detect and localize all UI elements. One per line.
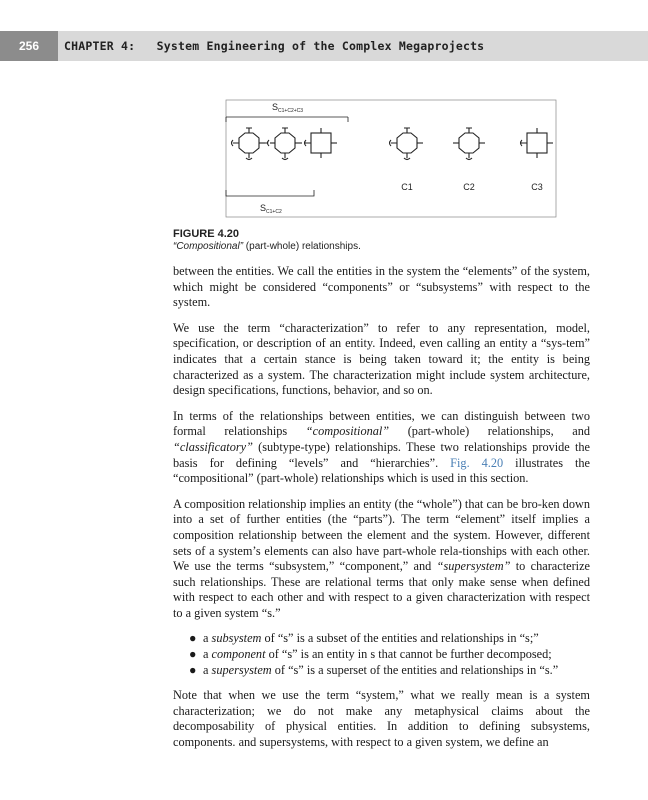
chapter-title: System Engineering of the Complex Megaprojects bbox=[156, 39, 485, 53]
p3-term-compositional: “compositional” bbox=[305, 424, 390, 439]
square-c3 bbox=[521, 128, 554, 158]
p3-text-d: illustrates the “compositional” (part-whole) relationships which is used in this section. bbox=[173, 455, 590, 486]
bullet-icon: ● bbox=[189, 647, 197, 662]
body-text bbox=[173, 264, 590, 761]
paragraph-3 bbox=[173, 409, 590, 487]
caption-rest: (part-whole) relationships. bbox=[243, 241, 361, 252]
bracket-bottom bbox=[226, 190, 314, 196]
definition-list bbox=[173, 631, 590, 678]
paragraph-4 bbox=[173, 497, 590, 622]
figure-frame bbox=[226, 100, 556, 217]
list-item bbox=[189, 631, 590, 647]
chapter-heading bbox=[64, 31, 484, 61]
page-number: 256 bbox=[0, 31, 58, 61]
octagon-c1 bbox=[390, 128, 424, 160]
p3-text-b: (part-whole) relationships, and bbox=[389, 424, 590, 439]
item-pre: a bbox=[203, 662, 212, 677]
label-c3: C3 bbox=[531, 182, 543, 192]
label-s-bottom: $S_{C1+C2}$ bbox=[260, 203, 282, 215]
figure-caption bbox=[173, 241, 361, 252]
p4-text-a: A composition relationship implies an entity (the “whole”) that can be bro-ken down into a set of further entities (the “parts”). The term “element” itself implies a composition relationship between the element and the system. However, different sets of a system’s elements can also have part-whole rela-tionships with each other. We use the terms “subsystem,” “component,” and bbox=[173, 496, 590, 574]
octagon-2 bbox=[270, 128, 302, 160]
chapter-label: CHAPTER 4: bbox=[64, 39, 136, 53]
octagon-1 bbox=[232, 128, 266, 160]
octagon-c2 bbox=[453, 128, 485, 160]
p3-text-c: (subtype-type) relationships. These two relationships provide the basis for defining “levels” and “hierarchies”. bbox=[173, 439, 590, 470]
list-item bbox=[189, 647, 590, 663]
p4-text-b: to characterize such relationships. These are relational terms that only make sense when defined with respect to each other and with respect to a given characterization with respect to a given system “s.” bbox=[173, 559, 591, 620]
composition-diagram bbox=[222, 98, 562, 220]
item-pre: a bbox=[203, 631, 212, 646]
caption-term: “Compositional” bbox=[173, 241, 244, 252]
bracket-top bbox=[226, 117, 348, 122]
item-term: component bbox=[211, 647, 266, 662]
square-1 bbox=[305, 128, 338, 158]
connector-1 bbox=[265, 140, 269, 146]
paragraph-5: Note that when we use the term “system,” what we really mean is a system characterization; we do not make any metaphysical claims about the decomposability of physical entities. In addition to defining subsystems, components. and supersystems, with respect to a given system, we define an bbox=[173, 688, 590, 750]
figure-title: FIGURE 4.20 bbox=[173, 228, 240, 240]
p4-term-supersystem: “supersystem” bbox=[436, 559, 511, 574]
item-post: of “s” is a superset of the entities and relationships in “s.” bbox=[271, 662, 559, 677]
bullet-icon: ● bbox=[189, 631, 197, 646]
p3-text-a: In terms of the relationships between entities, we can distinguish between two formal relationships bbox=[173, 408, 590, 439]
item-post: of “s” is a subset of the entities and relationships in “s;” bbox=[261, 631, 539, 646]
label-c1: C1 bbox=[401, 182, 413, 192]
running-header bbox=[0, 31, 648, 61]
item-post: of “s” is an entity in s that cannot be further decomposed; bbox=[265, 647, 552, 662]
paragraph-1: between the entities. We call the entities in the system the “elements” of the system, which might be considered “components” or “subsystems” with respect to the system. bbox=[173, 264, 590, 310]
paragraph-2: We use the term “characterization” to refer to any representation, model, specification, or description of an entity. Indeed, even calling an entity a “sys-tem” indicates that a certain stance is being taken toward it; the entity is being characterized as a system. The characterization might include system architecture, design specifications, functions, behavior, and so on. bbox=[173, 320, 590, 398]
item-term: subsystem bbox=[211, 631, 262, 646]
list-item bbox=[189, 663, 590, 679]
p3-term-classificatory: “classificatory” bbox=[173, 439, 253, 454]
label-c2: C2 bbox=[463, 182, 475, 192]
item-pre: a bbox=[203, 647, 212, 662]
figure-diagram bbox=[222, 98, 562, 220]
bullet-icon: ● bbox=[189, 662, 197, 677]
figure-link[interactable]: Fig. 4.20 bbox=[450, 455, 504, 470]
item-term: supersystem bbox=[211, 662, 272, 677]
label-s-top: $S_{C1+C2+C3}$ bbox=[272, 102, 304, 114]
